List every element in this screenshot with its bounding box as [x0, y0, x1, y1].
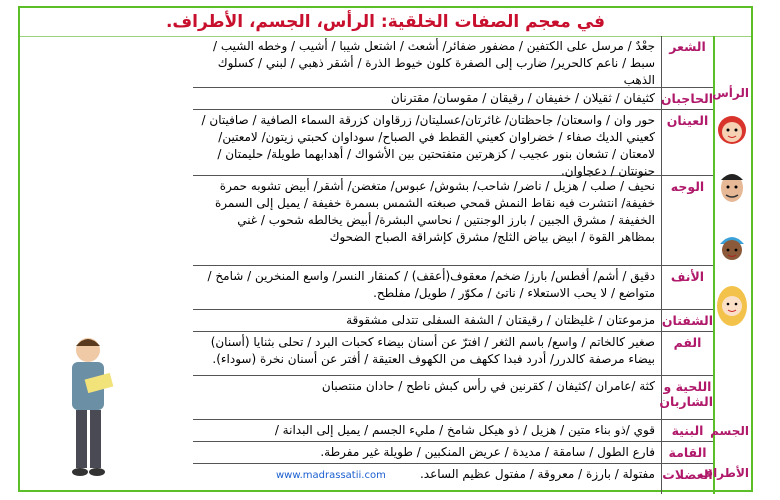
row-text: مزموعتان / غليظتان / رقيقتان / الشفة السفلى تتدلى مشقوقة	[346, 313, 655, 327]
table-row	[193, 464, 713, 494]
row-text: حور وان / واسعتان/ جاحظتان/ غائرتان/عسليتان/ زرقاوان كزرقة السماء الصافية / صافيتان / كعيني الديك صفاء / خضراوان كعيني القطط في الصباح/ سوداوان كحبتي زيتون/ لامعتين/ لامعتان / تشعان بنور عجيب / كزهرتين متفتحتين بين الأشواك / أهدابهما طويلة/ حليمتان / حنونتان / دعجاوان.	[201, 113, 655, 178]
girl-bandana-face-icon	[720, 237, 744, 260]
face-illustrations-column	[715, 108, 749, 348]
row-text: جعْدٌ / مرسل على الكتفين / مضفور ضفائر/ أشعث / اشتعل شيبا / أشيب / وخطه الشيب / سبط / ناعم كالحرير/ ضارب إلى الصفرة كلون خيوط الذرة / أشقر ذهبي / لبني / كسلوك الذهب	[212, 39, 655, 87]
boy-reading-illustration	[50, 328, 130, 488]
row-label: الحاجبان	[661, 88, 713, 109]
row-text: دقيق / أشم/ أفطس/ بارز/ ضخم/ معقوف(أعقف) / كمنقار النسر/ واسع المنخرين / شامخ / متواضع / لا يحب الاستعلاء / ناتئ / مكوّر / طويل/ مفلطح.	[207, 269, 655, 300]
girl-face-icon	[718, 116, 746, 144]
page-title: في معجم الصفات الخلقية: الرأس، الجسم، الأطراف.	[20, 8, 751, 37]
table-row	[193, 266, 713, 310]
table-row	[193, 420, 713, 442]
row-text: فارع الطول / سامقة / مديدة / عريض المنكبين / طويلة غير مفرطة.	[320, 445, 655, 459]
row-label: الفم	[661, 332, 713, 375]
table-row	[193, 310, 713, 332]
row-text: كثة /عامران /كثيفان / كقرنين في رأس كبش ناطح / حادان منتصبان	[321, 379, 655, 393]
row-label: الشعر	[661, 36, 713, 87]
row-text: نحيف / صلب / هزيل / ناضر/ شاحب/ بشوش/ عبوس/ متغضن/ أشقر/ أبيض تشوبه حمرة خفيفة/ انتشرت فيه نقاط النمش قمحي صبغته الشمس بسمرة خفيفة / يميل إلى السمرة الخفيفة / مشرق الجبين / بارز الوجنتين / نحاسي البشرة/ أبيض يخالطه شحوب / غني بمظاهر القوة / ابيض بياض الثلج/ مشرق كإشراقة الصباح الضحوك	[214, 179, 655, 244]
table-row	[193, 88, 713, 110]
row-label: العضلات	[661, 464, 713, 494]
table-row	[193, 110, 713, 176]
row-text: مفتولة / بارزة / معروقة / مفتول عظيم الساعد.	[419, 467, 655, 481]
category-limbs: الأطراف	[699, 466, 749, 480]
row-label: العينان	[661, 110, 713, 175]
row-text: صغير كالخاتم / واسع/ باسم الثغر / افترّ عن أسنان بيضاء كحبات البرد / تحلى بثنايا (أسنان) بيضاء مرصفة كالدرر/ أدرد فبدا ككهف من الكهوف العتيقة / أفتر عن أسنان نخرة (سوداء).	[210, 335, 655, 366]
row-label: البنية	[661, 420, 713, 441]
traits-table	[193, 36, 713, 494]
row-label: الوجه	[661, 176, 713, 265]
table-row	[193, 176, 713, 266]
table-row	[193, 36, 713, 88]
row-label: الأنف	[661, 266, 713, 309]
row-label: القامة	[661, 442, 713, 463]
table-row	[193, 376, 713, 420]
row-text: قوي /ذو بناء متين / هزيل / ذو هيكل شامخ / مليء الجسم / يميل إلى البدانة /	[274, 423, 655, 437]
table-row	[193, 332, 713, 376]
row-label: اللحية و الشاربان	[661, 376, 713, 419]
row-text: كثيفان / ثقيلان / خفيفان / رقيقان / مقوسان/ مقترنان	[390, 91, 655, 105]
table-row	[193, 442, 713, 464]
worksheet-page	[18, 6, 753, 492]
row-label: الشفتان	[661, 310, 713, 331]
category-head: الرأس	[712, 86, 749, 100]
category-body: الجسم	[710, 424, 749, 438]
man-face-icon	[721, 174, 743, 202]
site-logo[interactable]: www.madrassatii.com	[276, 470, 386, 481]
blonde-girl-face-icon	[717, 286, 747, 326]
